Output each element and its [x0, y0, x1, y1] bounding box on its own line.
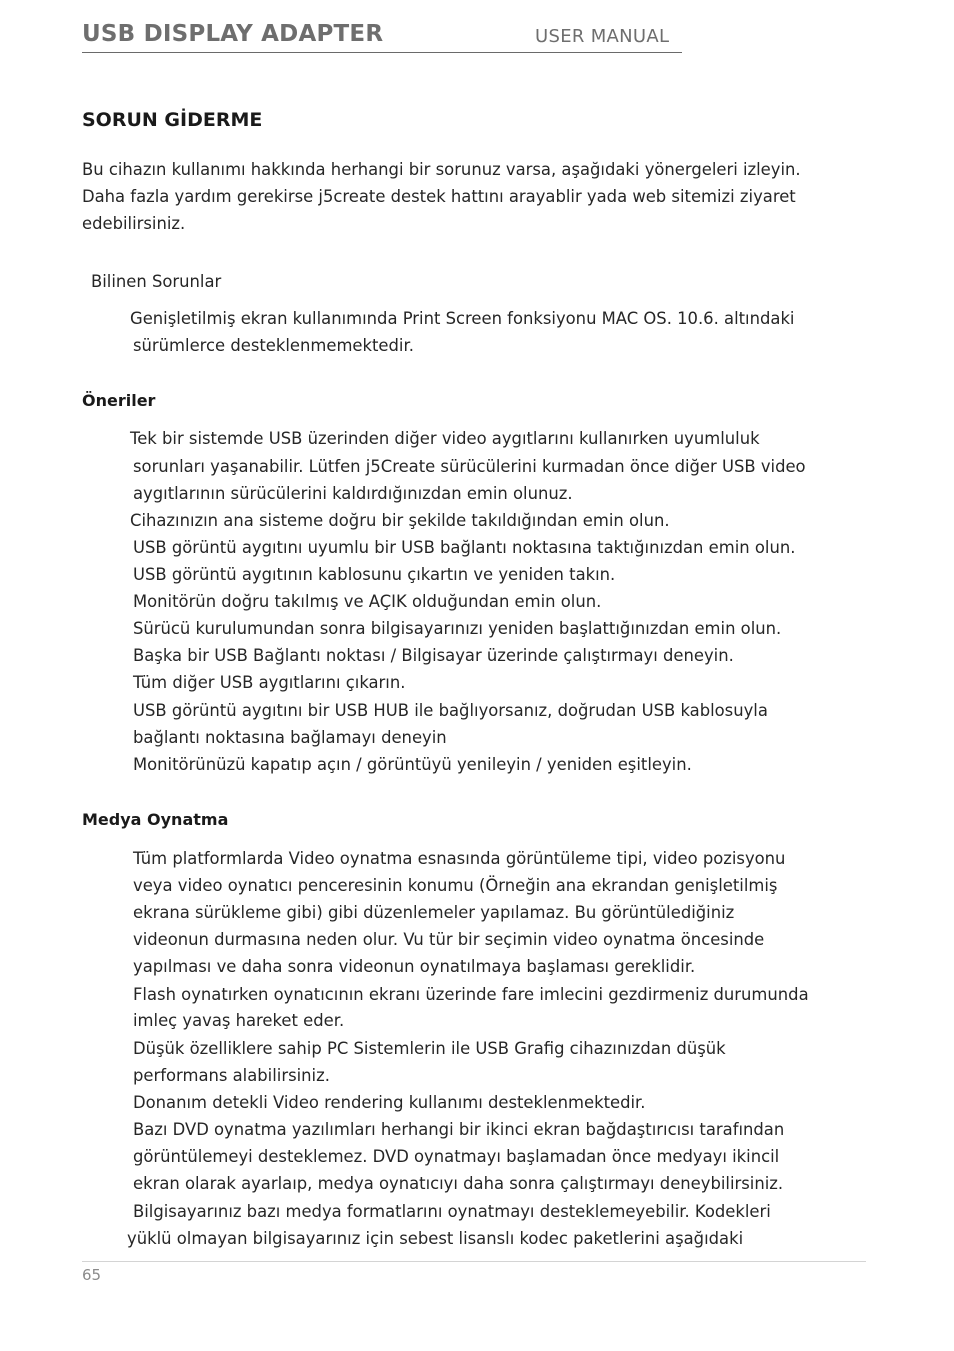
media-line: Donanım detekli Video rendering kullanımı desteklenmektedir.	[133, 1093, 646, 1112]
suggestion-line: Cihazınızın ana sisteme doğru bir şekilde takıldığından emin olun.	[130, 511, 670, 530]
page-number: 65	[82, 1266, 102, 1284]
footer-divider	[82, 1261, 866, 1262]
intro-line: Bu cihazın kullanımı hakkında herhangi bir sorunuz varsa, aşağıdaki yönergeleri izleyin.	[82, 160, 801, 179]
media-line: Flash oynatırken oynatıcının ekranı üzerinde fare imlecini gezdirmeniz durumunda	[133, 985, 809, 1004]
suggestion-line: Başka bir USB Bağlantı noktası / Bilgisayar üzerinde çalıştırmayı deneyin.	[133, 646, 734, 665]
media-line: ekran olarak ayarlaıp, medya oynatıcıyı daha sonra çalıştırmayı deneybilirsiniz.	[133, 1174, 784, 1193]
section-title: SORUN GİDERME	[82, 109, 263, 131]
document-subtitle: USER MANUAL	[535, 26, 670, 47]
intro-line: edebilirsiniz.	[82, 214, 186, 233]
suggestion-line: Sürücü kurulumundan sonra bilgisayarınızı yeniden başlattığınızdan emin olun.	[133, 619, 782, 638]
known-issues-title: Bilinen Sorunlar	[91, 272, 222, 291]
media-line: Bilgisayarınız bazı medya formatlarını oynatmayı desteklemeyebilir. Kodekleri	[133, 1202, 771, 1221]
media-line: videonun durmasına neden olur. Vu tür bir seçimin video oynatma öncesinde	[133, 930, 765, 949]
media-line: Düşük özelliklere sahip PC Sistemlerin ile USB Grafig cihazınızdan düşük	[133, 1039, 726, 1058]
suggestion-line: Tek bir sistemde USB üzerinden diğer video aygıtlarını kullanırken uyumluluk	[130, 429, 760, 448]
media-line: Bazı DVD oynatma yazılımları herhangi bir ikinci ekran bağdaştırıcısı tarafından	[133, 1120, 785, 1139]
media-line: yapılması ve daha sonra videonun oynatılmaya başlaması gereklidir.	[133, 957, 696, 976]
suggestion-line: USB görüntü aygıtını uyumlu bir USB bağlantı noktasına taktığınızdan emin olun.	[133, 538, 796, 557]
suggestion-line: Monitörün doğru takılmış ve AÇIK olduğundan emin olun.	[133, 592, 602, 611]
suggestion-line: USB görüntü aygıtını bir USB HUB ile bağlıyorsanız, doğrudan USB kablosuyla	[133, 701, 768, 720]
suggestion-line: aygıtlarının sürücülerini kaldırdığınızdan emin olunuz.	[133, 484, 573, 503]
suggestion-line: sorunları yaşanabilir. Lütfen j5Create sürücülerini kurmadan önce diğer USB video	[133, 457, 806, 476]
suggestions-title: Öneriler	[82, 391, 156, 410]
media-line: yüklü olmayan bilgisayarınız için sebest lisanslı kodec paketlerini aşağıdaki	[127, 1229, 744, 1248]
media-line: Tüm platformlarda Video oynatma esnasında görüntüleme tipi, video pozisyonu	[133, 849, 786, 868]
media-line: performans alabilirsiniz.	[133, 1066, 330, 1085]
page-header	[82, 20, 682, 53]
media-line: veya video oynatıcı penceresinin konumu (Örneğin ana ekrandan genişletilmiş	[133, 876, 778, 895]
intro-line: Daha fazla yardım gerekirse j5create destek hattını arayablir yada web sitemizi ziyaret	[82, 187, 796, 206]
suggestion-line: Monitörünüzü kapatıp açın / görüntüyü yenileyin / yeniden eşitleyin.	[133, 755, 692, 774]
suggestion-line: bağlantı noktasına bağlamayı deneyin	[133, 728, 447, 747]
media-title: Medya Oynatma	[82, 810, 229, 829]
suggestion-line: USB görüntü aygıtının kablosunu çıkartın ve yeniden takın.	[133, 565, 616, 584]
known-issue-line: Genişletilmiş ekran kullanımında Print Screen fonksiyonu MAC OS. 10.6. altındaki	[130, 309, 795, 328]
media-line: imleç yavaş hareket eder.	[133, 1011, 345, 1030]
suggestion-line: Tüm diğer USB aygıtlarını çıkarın.	[133, 673, 406, 692]
document-title: USB DISPLAY ADAPTER	[82, 21, 384, 47]
media-line: ekrana sürükleme gibi) gibi düzenlemeler yapılamaz. Bu görüntülediğiniz	[133, 903, 735, 922]
media-line: görüntülemeyi desteklemez. DVD oynatmayı başlamadan önce medyayı ikincil	[133, 1147, 780, 1166]
known-issue-line: sürümlerce desteklenmemektedir.	[133, 336, 414, 355]
